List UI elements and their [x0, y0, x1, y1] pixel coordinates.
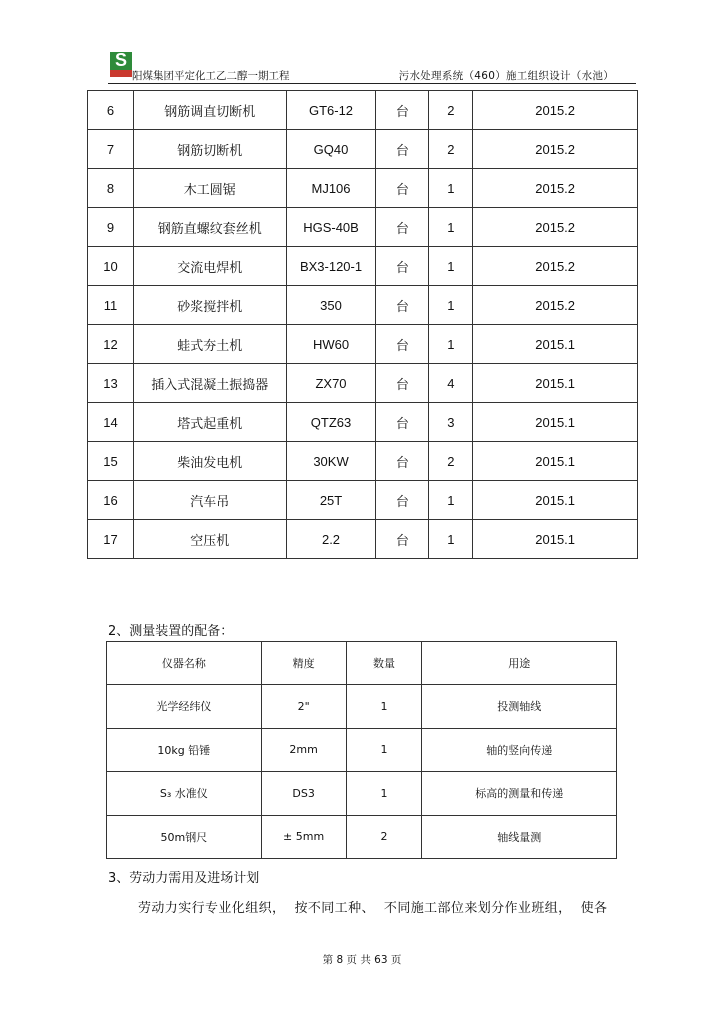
table-row: [107, 685, 617, 729]
instrument-table-header: [107, 642, 617, 685]
cell-precision: ± 5mm: [261, 815, 346, 859]
table-row: [107, 728, 617, 772]
cell-model: ZX70: [286, 364, 376, 403]
table-row: [88, 247, 638, 286]
header-quantity: 数量: [346, 642, 422, 685]
equipment-table: [87, 90, 638, 559]
cell-instrument-name: 光学经纬仪: [107, 685, 262, 729]
cell-index: 11: [88, 286, 134, 325]
cell-model: GT6-12: [286, 91, 376, 130]
cell-equipment-name: 钢筋调直切断机: [133, 91, 286, 130]
cell-unit: 台: [376, 520, 429, 559]
cell-entry-date: 2015.2: [473, 247, 638, 286]
table-row: [88, 325, 638, 364]
header-purpose: 用途: [422, 642, 617, 685]
cell-entry-date: 2015.2: [473, 91, 638, 130]
cell-model: HW60: [286, 325, 376, 364]
cell-index: 15: [88, 442, 134, 481]
cell-equipment-name: 钢筋切断机: [133, 130, 286, 169]
cell-quantity: 2: [429, 130, 473, 169]
cell-instrument-name: S₃ 水准仪: [107, 772, 262, 816]
cell-purpose: 轴的竖向传递: [422, 728, 617, 772]
cell-index: 6: [88, 91, 134, 130]
cell-quantity: 2: [429, 91, 473, 130]
cell-model: 350: [286, 286, 376, 325]
company-logo: [110, 52, 134, 78]
cell-unit: 台: [376, 130, 429, 169]
cell-entry-date: 2015.1: [473, 481, 638, 520]
table-row: [88, 442, 638, 481]
cell-equipment-name: 砂浆搅拌机: [133, 286, 286, 325]
cell-model: 30KW: [286, 442, 376, 481]
cell-index: 13: [88, 364, 134, 403]
cell-quantity: 4: [429, 364, 473, 403]
cell-precision: 2mm: [261, 728, 346, 772]
cell-purpose: 轴线量测: [422, 815, 617, 859]
header-precision: 精度: [261, 642, 346, 685]
table-row: [88, 130, 638, 169]
cell-quantity: 1: [346, 772, 422, 816]
cell-unit: 台: [376, 403, 429, 442]
page-number: 第 8 页 共 63 页: [322, 954, 402, 966]
cell-entry-date: 2015.2: [473, 208, 638, 247]
cell-instrument-name: 10kg 铅锤: [107, 728, 262, 772]
section-3-paragraph: 劳动力实行专业化组织， 按不同工种、 不同施工部位来划分作业班组， 使各: [138, 901, 608, 916]
cell-equipment-name: 空压机: [133, 520, 286, 559]
cell-equipment-name: 木工圆锯: [133, 169, 286, 208]
table-row: [107, 815, 617, 859]
table-row: [88, 364, 638, 403]
cell-precision: DS3: [261, 772, 346, 816]
table-row: [88, 481, 638, 520]
cell-unit: 台: [376, 247, 429, 286]
cell-unit: 台: [376, 286, 429, 325]
header-instrument-name: 仪器名称: [107, 642, 262, 685]
cell-unit: 台: [376, 481, 429, 520]
cell-quantity: 1: [429, 286, 473, 325]
cell-model: QTZ63: [286, 403, 376, 442]
cell-model: 2.2: [286, 520, 376, 559]
cell-instrument-name: 50m钢尺: [107, 815, 262, 859]
cell-index: 17: [88, 520, 134, 559]
header-divider: [108, 83, 636, 84]
table-row: [88, 286, 638, 325]
header-document-title: 污水处理系统（460）施工组织设计（水池）: [398, 70, 614, 82]
table-row: [88, 520, 638, 559]
cell-quantity: 2: [346, 815, 422, 859]
cell-index: 16: [88, 481, 134, 520]
cell-unit: 台: [376, 364, 429, 403]
cell-precision: 2": [261, 685, 346, 729]
table-row: [88, 403, 638, 442]
cell-equipment-name: 汽车吊: [133, 481, 286, 520]
table-row: [107, 772, 617, 816]
logo-letter: S: [114, 50, 127, 70]
header-project-name: 阳煤集团平定化工乙二醇一期工程: [132, 70, 290, 82]
cell-equipment-name: 柴油发电机: [133, 442, 286, 481]
cell-entry-date: 2015.1: [473, 325, 638, 364]
cell-entry-date: 2015.1: [473, 403, 638, 442]
cell-model: HGS-40B: [286, 208, 376, 247]
cell-model: 25T: [286, 481, 376, 520]
cell-quantity: 1: [346, 685, 422, 729]
cell-index: 7: [88, 130, 134, 169]
cell-quantity: 1: [429, 169, 473, 208]
cell-quantity: 1: [346, 728, 422, 772]
page-header: [108, 48, 636, 84]
cell-quantity: 1: [429, 208, 473, 247]
cell-model: MJ106: [286, 169, 376, 208]
cell-unit: 台: [376, 169, 429, 208]
cell-entry-date: 2015.2: [473, 286, 638, 325]
cell-model: GQ40: [286, 130, 376, 169]
cell-model: BX3-120-1: [286, 247, 376, 286]
cell-quantity: 1: [429, 520, 473, 559]
cell-quantity: 3: [429, 403, 473, 442]
cell-unit: 台: [376, 442, 429, 481]
cell-index: 8: [88, 169, 134, 208]
cell-index: 14: [88, 403, 134, 442]
table-row: [88, 169, 638, 208]
cell-equipment-name: 钢筋直螺纹套丝机: [133, 208, 286, 247]
cell-entry-date: 2015.2: [473, 169, 638, 208]
cell-unit: 台: [376, 208, 429, 247]
cell-entry-date: 2015.1: [473, 442, 638, 481]
cell-equipment-name: 蛙式夯土机: [133, 325, 286, 364]
cell-entry-date: 2015.1: [473, 364, 638, 403]
section-2-title: 2、测量装置的配备：: [108, 624, 234, 639]
cell-index: 9: [88, 208, 134, 247]
cell-quantity: 1: [429, 325, 473, 364]
cell-equipment-name: 塔式起重机: [133, 403, 286, 442]
table-row: [88, 91, 638, 130]
cell-entry-date: 2015.2: [473, 130, 638, 169]
cell-unit: 台: [376, 325, 429, 364]
cell-unit: 台: [376, 91, 429, 130]
cell-quantity: 2: [429, 442, 473, 481]
cell-purpose: 投测轴线: [422, 685, 617, 729]
cell-quantity: 1: [429, 247, 473, 286]
cell-quantity: 1: [429, 481, 473, 520]
instrument-table: [106, 641, 617, 859]
cell-purpose: 标高的测量和传递: [422, 772, 617, 816]
table-row: [88, 208, 638, 247]
cell-equipment-name: 交流电焊机: [133, 247, 286, 286]
cell-index: 10: [88, 247, 134, 286]
cell-entry-date: 2015.1: [473, 520, 638, 559]
section-3-title: 3、劳动力需用及进场计划: [108, 871, 260, 886]
cell-index: 12: [88, 325, 134, 364]
cell-equipment-name: 插入式混凝土振捣器: [133, 364, 286, 403]
